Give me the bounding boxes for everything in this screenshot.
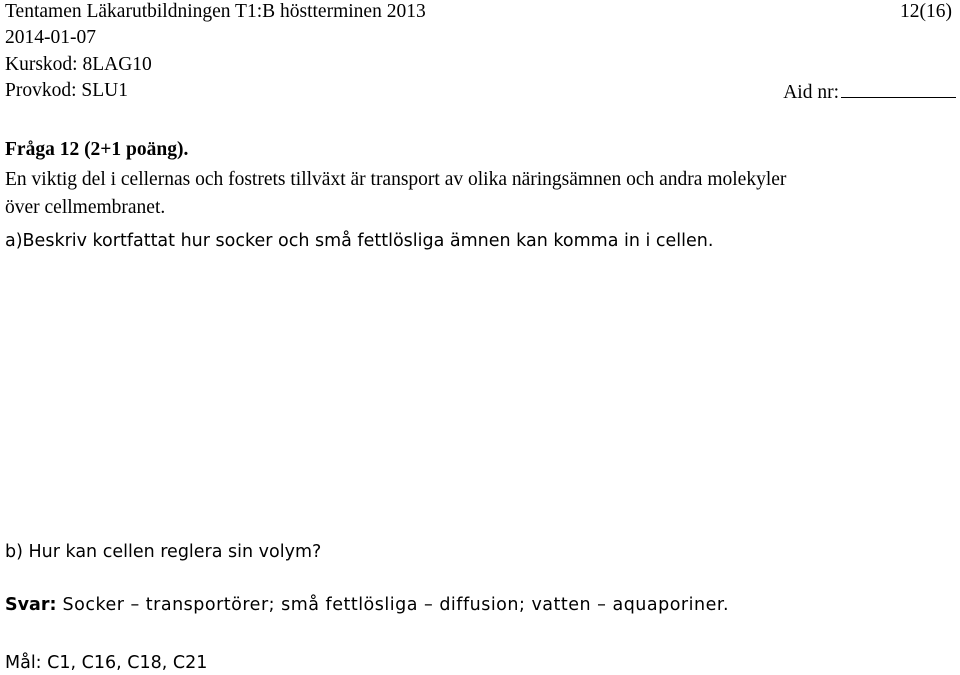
aid-number-blank: [841, 79, 956, 98]
answer-text: Socker – transportörer; små fettlösliga – diffusion; vatten – aquaporiner.: [56, 595, 730, 615]
aid-number-field: [783, 79, 956, 105]
exam-code: Provkod: SLU1: [5, 80, 128, 101]
answer: [5, 593, 729, 617]
question-intro-line1: En viktig del i cellernas och fostrets tillväxt är transport av olika näringsämnen och andra molekyler: [5, 169, 787, 190]
exam-title: Tentamen Läkarutbildningen T1:B höstterminen 2013: [5, 1, 426, 22]
learning-goals: Mål: C1, C16, C18, C21: [5, 653, 208, 673]
exam-date: 2014-01-07: [5, 27, 96, 48]
question-part-a: a)Beskriv kortfattat hur socker och små fettlösliga ämnen kan komma in i cellen.: [5, 231, 714, 251]
question-heading: Fråga 12 (2+1 poäng).: [5, 139, 189, 160]
question-intro-line2: över cellmembranet.: [5, 197, 166, 218]
course-code: Kurskod: 8LAG10: [5, 54, 152, 75]
aid-number-label: Aid nr:: [783, 82, 839, 103]
answer-label: Svar:: [5, 595, 57, 615]
question-part-b: b) Hur kan cellen reglera sin volym?: [5, 542, 322, 562]
page-number: 12(16): [900, 1, 952, 22]
